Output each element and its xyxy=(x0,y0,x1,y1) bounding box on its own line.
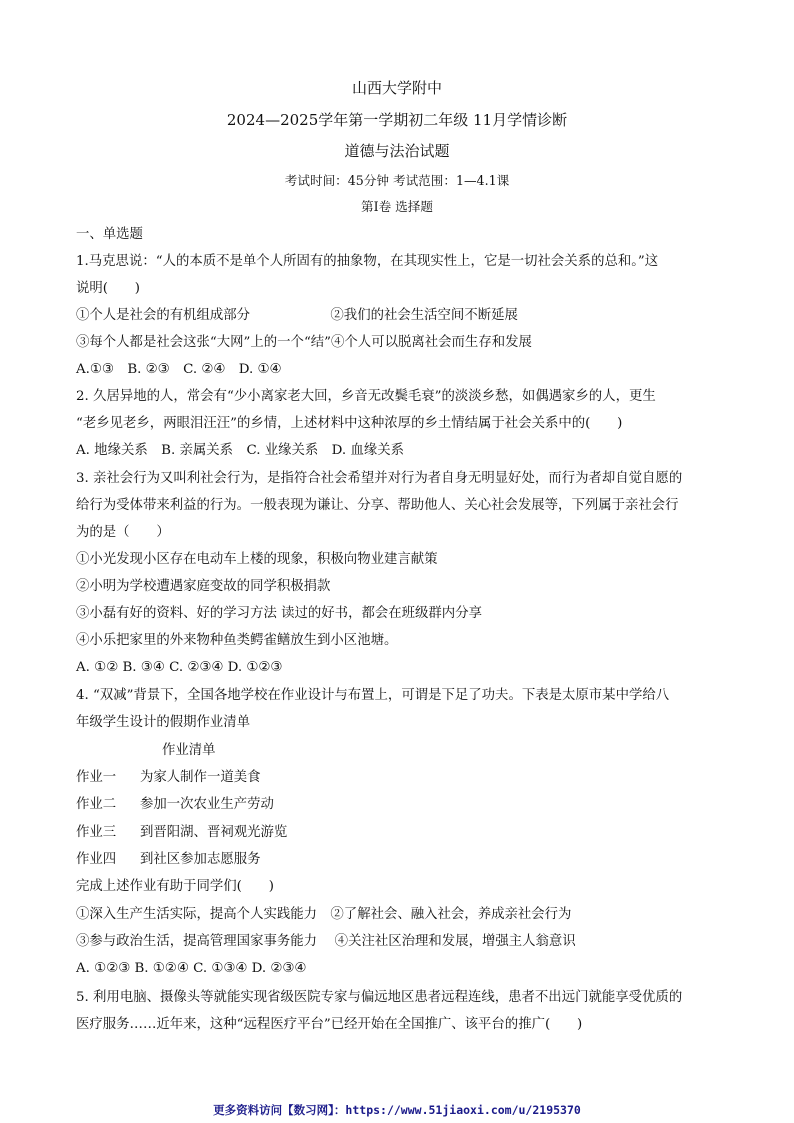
footer-source-link[interactable]: 更多资料访问【数习网】：https://www.51jiaoxi.com/u/2195370 xyxy=(213,1103,581,1117)
q3-option-1: ①小光发现小区存在电动车上楼的现象，积极向物业建言献策 xyxy=(76,552,438,567)
homework-row-label: 作业二 xyxy=(76,797,117,812)
q4-options-line2: ③参与政治生活，提高管理国家事务能力 ④关注社区治理和发展，增强主人翁意识 xyxy=(76,934,576,949)
subject-title: 道德与法治试题 xyxy=(344,142,450,160)
homework-row-task: 到晋阳湖、晋祠观光游览 xyxy=(140,825,288,840)
q1-stem-line1: 1.马克思说：“人的本质不是单个人所固有的抽象物，在其现实性上，它是一切社会关系的总和。”这 xyxy=(76,254,659,269)
homework-row-label: 作业一 xyxy=(76,770,117,785)
q3-option-3: ③小磊有好的资料、好的学习方法 读过的好书，都会在班级群内分享 xyxy=(76,606,482,621)
q1-choices: A.①③ B. ②③ C. ②④ D. ①④ xyxy=(76,362,282,377)
q4-stem-line2: 年级学生设计的假期作业清单 xyxy=(76,715,251,730)
q3-stem-line2: 给行为受体带来利益的行为。一般表现为谦让、分享、帮助他人、关心社会发展等，下列属于亲社会行 xyxy=(76,498,679,513)
q3-option-4: ④小乐把家里的外来物种鱼类鳄雀鳝放生到小区池塘。 xyxy=(76,633,398,648)
q4-question: 完成上述作业有助于同学们( ) xyxy=(76,879,274,894)
q1-options-line1: ①个人是社会的有机组成部分 ②我们的社会生活空间不断延展 xyxy=(76,308,518,323)
section-title: 第Ⅰ卷 选择题 xyxy=(361,199,433,214)
homework-row-task: 到社区参加志愿服务 xyxy=(140,852,261,867)
q3-stem-line3: 为的是（ ） xyxy=(76,525,170,540)
q2-stem-line1: 2. 久居异地的人，常会有“少小离家老大回，乡音无改鬓毛衰”的淡淡乡愁，如偶遇家乡的人，更生 xyxy=(76,389,656,404)
q4-options-line1: ①深入生产生活实际，提高个人实践能力 ②了解社会、融入社会，养成亲社会行为 xyxy=(76,907,572,922)
q5-stem-line2: 医疗服务……近年来，这种“远程医疗平台”已经开始在全国推广、该平台的推广( ) xyxy=(76,1017,583,1032)
school-name: 山西大学附中 xyxy=(351,79,442,97)
q3-stem-line1: 3. 亲社会行为又叫利社会行为，是指符合社会希望并对行为者自身无明显好处，而行为者却自觉自愿的 xyxy=(76,471,683,486)
q3-option-2: ②小明为学校遭遇家庭变故的同学积极捐款 xyxy=(76,579,331,594)
q5-stem-line1: 5. 利用电脑、摄像头等就能实现省级医院专家与偏远地区患者远程连线，患者不出远门就能享受优质的 xyxy=(76,990,683,1005)
part-heading: 一、单选题 xyxy=(76,227,143,242)
q2-choices: A. 地缘关系 B. 亲属关系 C. 业缘关系 D. 血缘关系 xyxy=(76,443,405,458)
q4-choices: A. ①②③ B. ①②④ C. ①③④ D. ②③④ xyxy=(76,961,307,976)
homework-row-task: 参加一次农业生产劳动 xyxy=(140,797,274,812)
exam-term-title: 2024—2025学年第一学期初二年级 11月学情诊断 xyxy=(226,111,568,129)
homework-row-task: 为家人制作一道美食 xyxy=(140,770,261,785)
q3-choices: A. ①② B. ③④ C. ②③④ D. ①②③ xyxy=(76,660,283,675)
q1-options-line2: ③每个人都是社会这张“大网”上的一个“结”④个人可以脱离社会而生存和发展 xyxy=(76,335,532,350)
q1-stem-line2: 说明( ) xyxy=(76,281,141,296)
homework-row-label: 作业四 xyxy=(76,852,117,867)
q2-stem-line2: “老乡见老乡，两眼泪汪汪”的乡情，上述材料中这种浓厚的乡土情结属于社会关系中的( ) xyxy=(76,416,623,431)
exam-info: 考试时间：45分钟 考试范围：1—4.1课 xyxy=(284,173,510,188)
homework-table-title: 作业清单 xyxy=(162,743,216,758)
homework-row-label: 作业三 xyxy=(76,825,117,840)
q4-stem-line1: 4. “双减”背景下，全国各地学校在作业设计与布置上，可谓是下足了功夫。下表是太原市某中学给八 xyxy=(76,688,670,703)
